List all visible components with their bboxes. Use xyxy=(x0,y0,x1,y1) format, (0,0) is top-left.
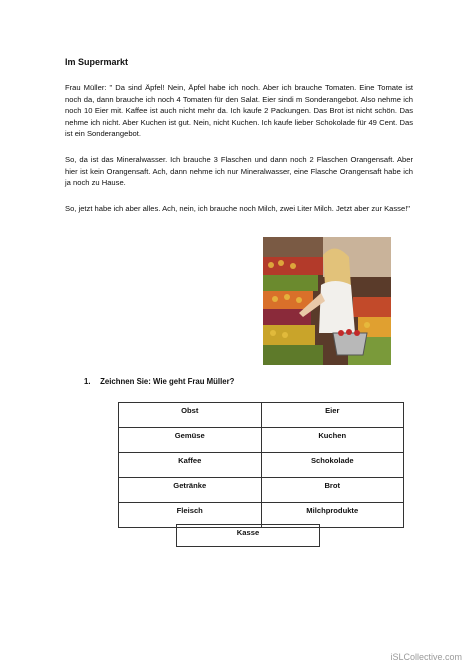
story-paragraph-1: Frau Müller: " Da sind Äpfel! Nein, Äpfel habe ich noch. Aber ich brauche Tomaten. Eine Tomate ist noch da, dann brauche ich noch 4 Tomaten für den Salat. Eier sindi m Sonderangebot. Also nehme ich noch 10 Eier mit. Kaffee ist auch nicht mehr da. Ich kaufe 2 Packungen. Das Brot ist nicht schön. Das nehme ich nicht. Aber Kuchen ist gut. Nein, nicht Kuchen. Ich kaufe lieber Schokolade für 49 Cent. Das ist ein Sonderangebot. xyxy=(65,83,413,139)
table-cell: Obst xyxy=(119,403,262,428)
table-cell: Schokolade xyxy=(261,453,404,478)
table-cell: Eier xyxy=(261,403,404,428)
story-paragraph-2: So, da ist das Mineralwasser. Ich brauche 3 Flaschen und dann noch 2 Flaschen Orangensaft. Aber hier ist kein Orangensaft. Ach, dann nehme ich nur Mineralwasser, eine Flasche Orangensaft habe ich ja noch zu Hause. xyxy=(65,155,413,188)
table-row xyxy=(119,478,404,503)
shopping-route-table xyxy=(118,402,404,528)
table-cell: Gemüse xyxy=(119,428,262,453)
table-cell: Fleisch xyxy=(119,503,262,528)
table-row xyxy=(119,453,404,478)
checkout-box: Kasse xyxy=(176,524,320,547)
watermark: iSLCollective.com xyxy=(390,652,462,662)
question-number: 1. xyxy=(84,377,91,386)
table-row xyxy=(119,428,404,453)
table-cell: Getränke xyxy=(119,478,262,503)
page-title: Im Supermarkt xyxy=(65,57,129,67)
table-row xyxy=(119,403,404,428)
table-cell: Kuchen xyxy=(261,428,404,453)
question-text: Zeichnen Sie: Wie geht Frau Müller? xyxy=(100,377,235,386)
question-1 xyxy=(84,377,234,386)
table-cell: Brot xyxy=(261,478,404,503)
table-cell: Milchprodukte xyxy=(261,503,404,528)
supermarket-photo xyxy=(263,237,391,365)
table-cell: Kaffee xyxy=(119,453,262,478)
story-paragraph-3: So, jetzt habe ich aber alles. Ach, nein, ich brauche noch Milch, zwei Liter Milch. Jetzt aber zur Kasse!" xyxy=(65,204,411,213)
